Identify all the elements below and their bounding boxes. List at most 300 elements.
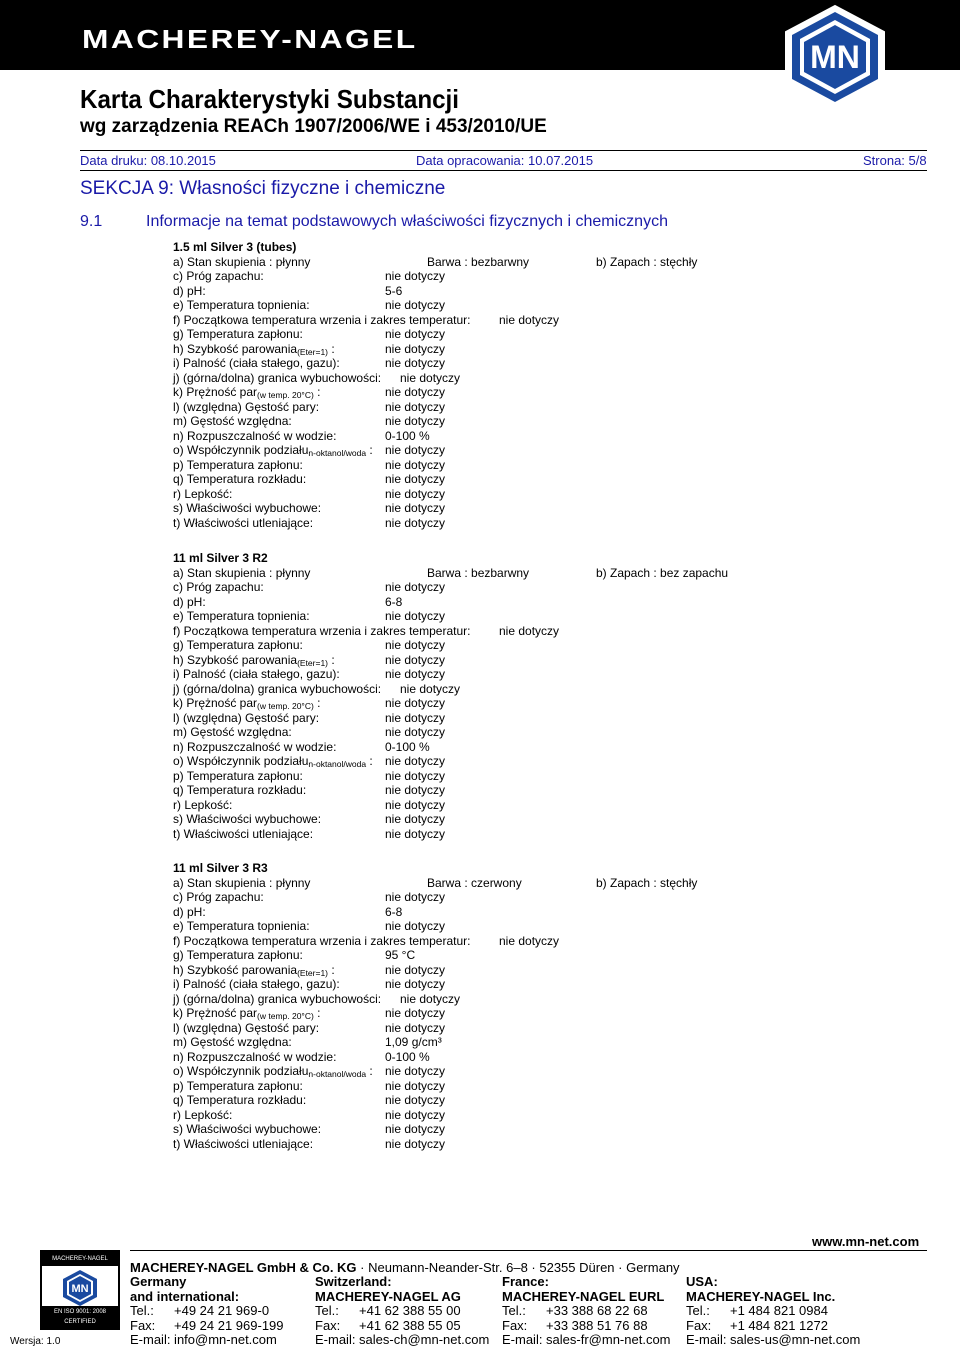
property-label-text: m) Gęstość względna: (173, 414, 292, 428)
property-value-g: nie dotyczy (385, 327, 446, 341)
property-label-text: l) (względna) Gęstość pary: (173, 710, 320, 725)
property-row-s (173, 812, 873, 827)
property-label-colon: : (366, 443, 373, 457)
property-row-g (173, 948, 873, 963)
property-value-j: nie dotyczy (400, 370, 461, 385)
property-row-q (173, 783, 873, 798)
property-label-text: t) Właściwości utleniające: (173, 826, 314, 841)
footer-contact-column (315, 1275, 489, 1348)
property-value-d: 5-6 (385, 283, 403, 298)
phone-label: Tel.: (686, 1303, 710, 1318)
property-row-f (173, 934, 873, 949)
property-label-t (173, 516, 313, 531)
property-row-t (173, 827, 873, 842)
property-label-s (173, 812, 321, 827)
property-label-q (173, 472, 306, 487)
property-value-l: nie dotyczy (385, 710, 446, 725)
property-label-text: e) Temperatura topnienia: (173, 919, 310, 933)
contact-fax (315, 1319, 489, 1334)
property-label-t (173, 827, 313, 842)
property-value-t: nie dotyczy (385, 826, 446, 841)
property-label-subscript: n-oktanol/woda (308, 1069, 367, 1079)
property-label-r (173, 798, 232, 813)
property-row-e (173, 298, 873, 313)
property-value-t: nie dotyczy (385, 515, 446, 530)
header-rule-top (80, 150, 927, 151)
contact-phone (130, 1304, 284, 1319)
property-row-f (173, 624, 873, 639)
property-row-c (173, 890, 873, 905)
property-label-j (173, 992, 381, 1007)
property-value-c: nie dotyczy (385, 269, 446, 283)
product-name: 11 ml Silver 3 R2 (173, 551, 268, 565)
property-row-j (173, 682, 873, 697)
property-row-q (173, 1093, 873, 1108)
product-block (173, 861, 873, 1151)
company-address: · Neumann-Neander-Str. 6–8 · 52355 Düren · Germany (356, 1260, 680, 1275)
property-label-text: r) Lepkość: (173, 486, 233, 501)
property-label-h (173, 342, 335, 358)
property-row-a (173, 566, 873, 581)
subsection-number: 9.1 (80, 213, 103, 230)
property-row-n (173, 1050, 873, 1065)
property-label-text: r) Lepkość: (173, 1107, 233, 1122)
property-label-r (173, 487, 232, 502)
property-label-colon: : (313, 1006, 321, 1020)
property-label-i (173, 977, 340, 992)
property-label-f (173, 624, 470, 639)
property-value-m: 1,09 g/cm³ (385, 1035, 442, 1049)
property-row-s (173, 1122, 873, 1137)
property-label-d (173, 905, 206, 920)
odor-value: b) Zapach : stęchły (596, 875, 698, 890)
color-value: Barwa : bezbarwny (427, 254, 530, 269)
property-label-subscript: (Eter=1) (297, 346, 329, 357)
logo-text: MN (810, 39, 860, 75)
property-row-l (173, 711, 873, 726)
property-value-j: nie dotyczy (400, 991, 461, 1006)
print-date: Data druku: 08.10.2015 (80, 153, 216, 168)
cert-status: CERTIFIED (64, 1319, 96, 1325)
property-value-o: nie dotyczy (385, 754, 446, 768)
property-value-m: nie dotyczy (385, 414, 446, 428)
property-value-h: nie dotyczy (385, 652, 446, 667)
fax-label: Fax: (502, 1317, 528, 1333)
property-label-text: q) Temperatura rozkładu: (173, 472, 307, 486)
property-label-h (173, 963, 335, 979)
property-row-e (173, 609, 873, 624)
property-value-s: nie dotyczy (385, 812, 446, 826)
property-value-s: nie dotyczy (385, 501, 446, 515)
property-label-subscript: n-oktanol/woda (308, 759, 367, 769)
contact-email[interactable]: E-mail: sales-ch@mn-net.com (315, 1332, 490, 1347)
mn-logo-small-icon (61, 1269, 99, 1307)
property-value-e: nie dotyczy (385, 298, 446, 312)
property-value-q: nie dotyczy (385, 783, 446, 797)
property-row-q (173, 472, 873, 487)
property-label-subscript: (w temp. 20°C) (257, 1011, 314, 1021)
footer-contact-column (686, 1275, 860, 1348)
property-label-text: g) Temperatura zapłonu: (173, 327, 303, 341)
property-row-c (173, 269, 873, 284)
property-value-k: nie dotyczy (385, 1006, 446, 1020)
property-label-text: h) Szybkość parowania (173, 652, 298, 667)
contact-entity: MACHEREY-NAGEL Inc. (686, 1288, 836, 1304)
iso-certificate-badge (40, 1250, 120, 1330)
cert-logo-text: MN (71, 1283, 89, 1295)
property-label-d (173, 284, 206, 299)
subsection-heading (80, 213, 668, 231)
property-row-t (173, 1137, 873, 1152)
property-value-m: nie dotyczy (385, 725, 446, 739)
property-value-h: nie dotyczy (385, 341, 446, 356)
property-value-t: nie dotyczy (385, 1136, 446, 1151)
property-label-d (173, 595, 206, 610)
property-label-o (173, 754, 373, 770)
product-block (173, 551, 873, 841)
phone-label: Tel.: (315, 1303, 339, 1318)
property-label-text: f) Początkowa temperatura wrzenia i zakres temperatur: (173, 623, 471, 638)
property-row-k (173, 696, 873, 711)
contact-entity: MACHEREY-NAGEL AG (315, 1288, 461, 1304)
property-row-e (173, 919, 873, 934)
property-row-r (173, 487, 873, 502)
property-row-r (173, 798, 873, 813)
property-label-text: j) (górna/dolna) granica wybuchowości: (173, 370, 382, 385)
fax-label: Fax: (315, 1317, 341, 1333)
property-label-l (173, 400, 319, 415)
property-row-o (173, 1064, 873, 1079)
contact-email[interactable]: E-mail: sales-us@mn-net.com (686, 1332, 861, 1347)
property-row-m (173, 414, 873, 429)
property-label-text: n) Rozpuszczalność w wodzie: (173, 739, 337, 754)
property-row-f (173, 313, 873, 328)
cert-standard: EN ISO 9001: 2008 (53, 1309, 107, 1315)
document-title: Karta Charakterystyki Substancji (80, 84, 459, 114)
property-value-e: nie dotyczy (385, 919, 446, 933)
property-label-text: t) Właściwości utleniające: (173, 1136, 314, 1151)
cert-label (42, 1306, 118, 1328)
property-label-subscript: (Eter=1) (297, 657, 329, 668)
property-value-n: 0-100 % (385, 739, 430, 754)
property-value-q: nie dotyczy (385, 472, 446, 486)
property-label-p (173, 1079, 303, 1094)
property-value-n: 0-100 % (385, 1049, 430, 1064)
property-label-text: h) Szybkość parowania (173, 341, 298, 356)
property-row-t (173, 516, 873, 531)
property-row-g (173, 638, 873, 653)
property-row-i (173, 356, 873, 371)
property-label-text: r) Lepkość: (173, 797, 233, 812)
property-label-e (173, 298, 310, 313)
property-value-c: nie dotyczy (385, 890, 446, 904)
property-label-m (173, 725, 292, 740)
contact-country: Switzerland: (315, 1274, 392, 1289)
property-label-text: c) Próg zapachu: (173, 580, 264, 594)
property-value-r: nie dotyczy (385, 486, 446, 501)
phone-number: +1 484 821 0984 (730, 1303, 828, 1318)
property-value-k: nie dotyczy (385, 385, 446, 399)
property-label-text: d) pH: (173, 594, 206, 609)
property-value-i: nie dotyczy (385, 356, 446, 370)
property-row-a (173, 255, 873, 270)
property-label-text: k) Prężność par (173, 385, 258, 399)
fax-label: Fax: (686, 1317, 712, 1333)
property-label-colon: : (328, 962, 335, 977)
property-value-i: nie dotyczy (385, 667, 446, 681)
property-label-text: o) Współczynnik podziału (173, 754, 309, 768)
property-label-text: m) Gęstość względna: (173, 1035, 292, 1049)
product-name: 11 ml Silver 3 R3 (173, 861, 268, 875)
property-value-l: nie dotyczy (385, 399, 446, 414)
property-label-text: i) Palność (ciała stałego, gazu): (173, 356, 340, 370)
property-row-i (173, 977, 873, 992)
property-label-text: p) Temperatura zapłonu: (173, 457, 303, 472)
property-label-text: l) (względna) Gęstość pary: (173, 399, 320, 414)
property-label-k (173, 385, 320, 401)
property-label-n (173, 1050, 336, 1065)
property-value-p: nie dotyczy (385, 768, 446, 783)
brand-name: MACHEREY-NAGEL (82, 24, 418, 54)
phone-label: Tel.: (130, 1303, 154, 1318)
property-label-f (173, 934, 470, 949)
property-value-c: nie dotyczy (385, 580, 446, 594)
property-value-n: 0-100 % (385, 428, 430, 443)
property-label-text: h) Szybkość parowania (173, 962, 298, 977)
property-label-text: s) Właściwości wybuchowe: (173, 812, 322, 826)
property-value-g: nie dotyczy (385, 638, 446, 652)
property-label-p (173, 769, 303, 784)
property-row-p (173, 769, 873, 784)
property-label-s (173, 501, 321, 516)
color-value: Barwa : czerwony (427, 875, 522, 890)
property-label-colon: : (328, 341, 335, 356)
property-value-f: nie dotyczy (499, 312, 560, 327)
physical-state: a) Stan skupienia : płynny (173, 565, 311, 580)
contact-email[interactable]: E-mail: sales-fr@mn-net.com (502, 1332, 671, 1347)
property-label-t (173, 1137, 313, 1152)
footer-rule (130, 1250, 927, 1251)
fax-number: +33 388 51 76 88 (546, 1317, 648, 1333)
phone-label: Tel.: (502, 1303, 526, 1318)
property-row-g (173, 327, 873, 342)
property-value-h: nie dotyczy (385, 962, 446, 977)
contact-country: USA: (686, 1274, 718, 1289)
revision-date: Data opracowania: 10.07.2015 (416, 153, 594, 168)
company-line (130, 1260, 680, 1275)
property-label-colon: : (366, 754, 373, 768)
company-name: MACHEREY-NAGEL GmbH & Co. KG (130, 1260, 357, 1275)
property-label-j (173, 371, 381, 386)
property-label-text: q) Temperatura rozkładu: (173, 1093, 307, 1107)
property-label-text: s) Właściwości wybuchowe: (173, 1122, 322, 1136)
property-row-d (173, 284, 873, 299)
property-row-j (173, 992, 873, 1007)
property-value-d: 6-8 (385, 904, 403, 919)
property-row-n (173, 740, 873, 755)
property-label-text: o) Współczynnik podziału (173, 1064, 309, 1078)
property-value-o: nie dotyczy (385, 443, 446, 457)
property-label-c (173, 580, 264, 595)
contact-fax (130, 1319, 284, 1334)
property-row-d (173, 595, 873, 610)
property-row-i (173, 667, 873, 682)
cert-brand: MACHEREY-NAGEL (42, 1252, 118, 1266)
product-block (173, 240, 873, 530)
property-row-m (173, 725, 873, 740)
contact-fax (686, 1319, 860, 1334)
property-label-m (173, 414, 292, 429)
property-row-a (173, 876, 873, 891)
property-value-d: 6-8 (385, 594, 403, 609)
contact-phone (686, 1304, 860, 1319)
property-label-subscript: (w temp. 20°C) (257, 390, 314, 400)
property-row-d (173, 905, 873, 920)
section-title: SEKCJA 9: Własności fizyczne i chemiczne (80, 178, 446, 199)
property-label-text: m) Gęstość względna: (173, 725, 292, 739)
property-row-c (173, 580, 873, 595)
property-row-o (173, 754, 873, 769)
property-label-text: p) Temperatura zapłonu: (173, 768, 303, 783)
physical-state: a) Stan skupienia : płynny (173, 254, 311, 269)
property-label-q (173, 783, 306, 798)
property-value-k: nie dotyczy (385, 696, 446, 710)
odor-value: b) Zapach : stęchły (596, 254, 698, 269)
contact-phone (315, 1304, 489, 1319)
property-value-g: 95 °C (385, 948, 416, 962)
property-label-text: s) Właściwości wybuchowe: (173, 501, 322, 515)
property-value-e: nie dotyczy (385, 609, 446, 623)
property-label-e (173, 919, 310, 934)
property-label-text: j) (górna/dolna) granica wybuchowości: (173, 681, 382, 696)
subsection-title: Informacje na temat podstawowych właściwości fizycznych i chemicznych (146, 213, 668, 230)
property-label-j (173, 682, 381, 697)
property-label-text: n) Rozpuszczalność w wodzie: (173, 428, 337, 443)
property-label-subscript: (Eter=1) (297, 967, 329, 978)
property-value-r: nie dotyczy (385, 797, 446, 812)
website-url[interactable]: www.mn-net.com (812, 1234, 920, 1249)
property-label-g (173, 638, 303, 653)
property-value-q: nie dotyczy (385, 1093, 446, 1107)
property-label-colon: : (313, 696, 321, 710)
property-label-text: j) (górna/dolna) granica wybuchowości: (173, 991, 382, 1006)
property-label-text: n) Rozpuszczalność w wodzie: (173, 1049, 337, 1064)
property-row-l (173, 400, 873, 415)
property-label-r (173, 1108, 232, 1123)
property-label-colon: : (313, 385, 321, 399)
contact-email[interactable]: E-mail: info@mn-net.com (130, 1332, 277, 1347)
property-label-text: d) pH: (173, 283, 206, 298)
fax-number: +49 24 21 969-199 (174, 1317, 284, 1333)
property-label-text: t) Właściwości utleniające: (173, 515, 314, 530)
property-label-k (173, 696, 320, 712)
property-label-text: g) Temperatura zapłonu: (173, 638, 303, 652)
property-label-colon: : (328, 652, 335, 667)
property-label-m (173, 1035, 292, 1050)
fax-label: Fax: (130, 1317, 156, 1333)
mn-logo-icon (780, 2, 890, 112)
header-rule-bottom (80, 170, 927, 171)
property-value-i: nie dotyczy (385, 977, 446, 991)
odor-value: b) Zapach : bez zapachu (596, 565, 729, 580)
property-row-h (173, 342, 873, 357)
property-row-l (173, 1021, 873, 1036)
property-label-l (173, 711, 319, 726)
property-label-text: g) Temperatura zapłonu: (173, 948, 303, 962)
property-row-h (173, 963, 873, 978)
property-value-f: nie dotyczy (499, 933, 560, 948)
property-value-p: nie dotyczy (385, 1078, 446, 1093)
property-label-text: i) Palność (ciała stałego, gazu): (173, 977, 340, 991)
property-label-c (173, 269, 264, 284)
property-label-e (173, 609, 310, 624)
property-label-text: i) Palność (ciała stałego, gazu): (173, 667, 340, 681)
property-label-c (173, 890, 264, 905)
property-label-text: o) Współczynnik podziału (173, 443, 309, 457)
property-label-subscript: n-oktanol/woda (308, 448, 367, 458)
property-label-g (173, 948, 303, 963)
property-value-p: nie dotyczy (385, 457, 446, 472)
property-label-q (173, 1093, 306, 1108)
contact-country: France: (502, 1274, 549, 1289)
contact-entity: and international: (130, 1288, 240, 1304)
property-row-n (173, 429, 873, 444)
property-label-text: k) Prężność par (173, 1006, 258, 1020)
property-value-l: nie dotyczy (385, 1020, 446, 1035)
contact-fax (502, 1319, 671, 1334)
fax-number: +1 484 821 1272 (730, 1317, 828, 1333)
property-label-text: f) Początkowa temperatura wrzenia i zakres temperatur: (173, 312, 471, 327)
color-value: Barwa : bezbarwny (427, 565, 530, 580)
property-row-k (173, 385, 873, 400)
property-row-r (173, 1108, 873, 1123)
property-row-k (173, 1006, 873, 1021)
property-row-j (173, 371, 873, 386)
property-row-h (173, 653, 873, 668)
contact-phone (502, 1304, 671, 1319)
property-row-s (173, 501, 873, 516)
property-label-text: p) Temperatura zapłonu: (173, 1078, 303, 1093)
phone-number: +41 62 388 55 00 (359, 1303, 461, 1318)
property-row-p (173, 458, 873, 473)
property-label-colon: : (366, 1064, 373, 1078)
property-value-s: nie dotyczy (385, 1122, 446, 1136)
property-label-text: c) Próg zapachu: (173, 890, 264, 904)
property-label-text: e) Temperatura topnienia: (173, 609, 310, 623)
property-label-o (173, 1064, 373, 1080)
property-value-f: nie dotyczy (499, 623, 560, 638)
property-label-text: c) Próg zapachu: (173, 269, 264, 283)
property-label-text: d) pH: (173, 904, 206, 919)
property-label-h (173, 653, 335, 669)
contact-entity: MACHEREY-NAGEL EURL (502, 1288, 665, 1304)
property-label-f (173, 313, 470, 328)
document-subtitle: wg zarządzenia REACh 1907/2006/WE i 453/2010/UE (80, 116, 547, 137)
property-value-r: nie dotyczy (385, 1107, 446, 1122)
property-row-m (173, 1035, 873, 1050)
property-label-l (173, 1021, 319, 1036)
property-label-text: l) (względna) Gęstość pary: (173, 1020, 320, 1035)
property-label-i (173, 356, 340, 371)
property-label-text: k) Prężność par (173, 696, 258, 710)
property-label-p (173, 458, 303, 473)
property-label-k (173, 1006, 320, 1022)
property-value-o: nie dotyczy (385, 1064, 446, 1078)
property-row-p (173, 1079, 873, 1094)
document-version: Wersja: 1.0 (10, 1336, 61, 1347)
fax-number: +41 62 388 55 05 (359, 1317, 461, 1333)
phone-number: +33 388 68 22 68 (546, 1303, 648, 1318)
